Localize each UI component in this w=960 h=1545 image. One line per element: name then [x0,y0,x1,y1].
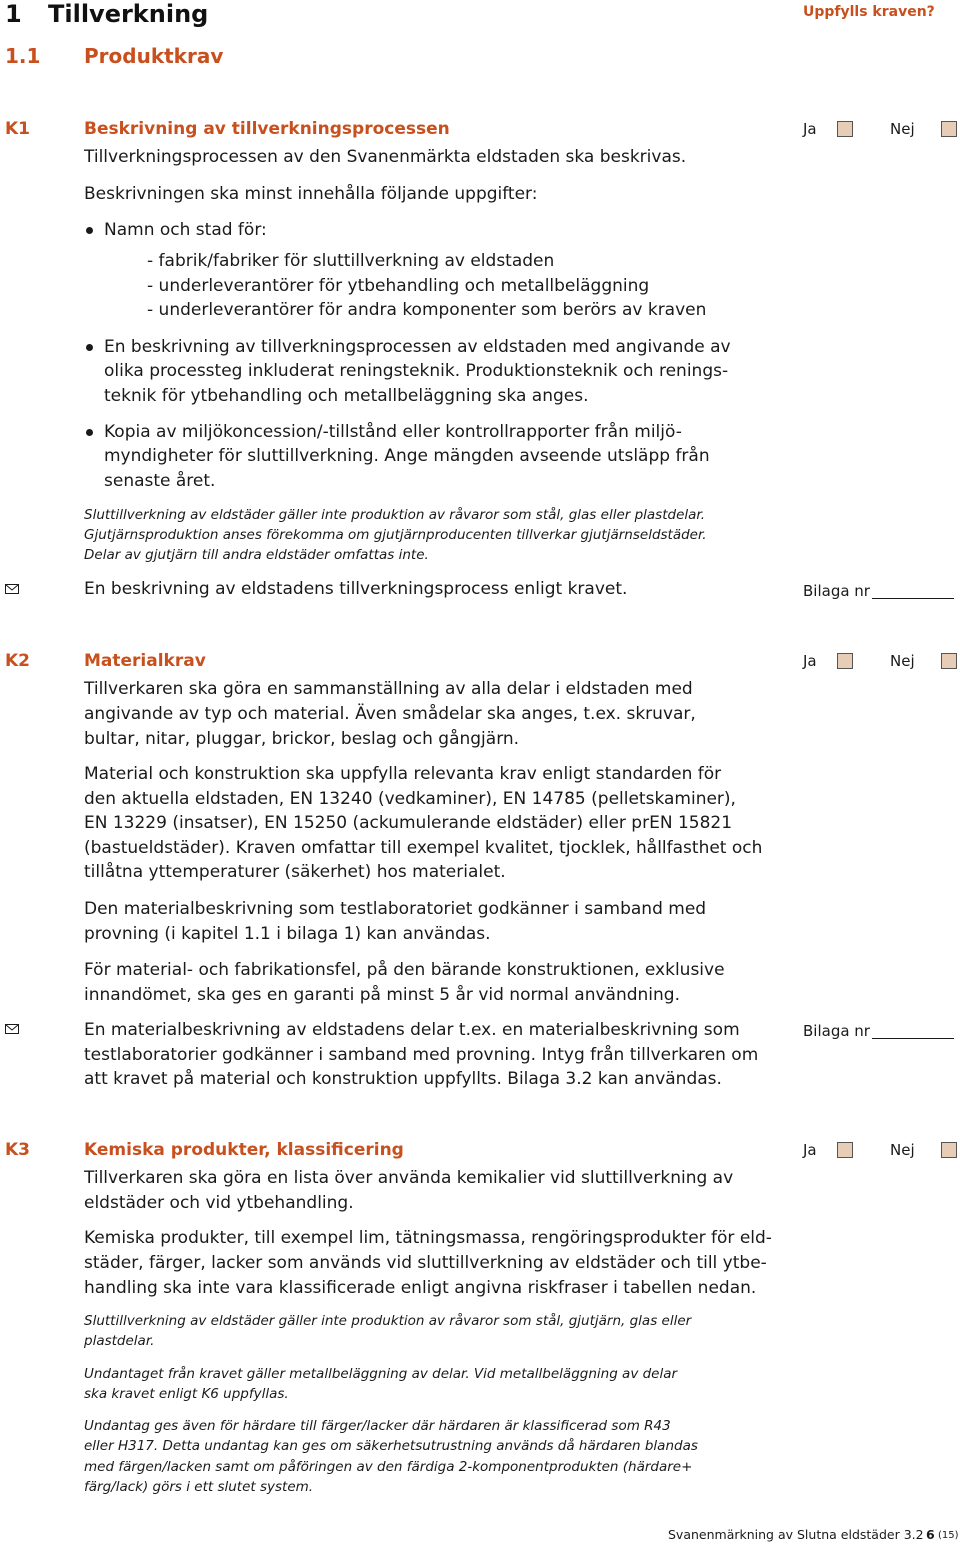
k1-line1: Tillverkningsprocessen av den Svanenmärkta eldstaden ska beskrivas. [84,147,687,167]
k3-yes-label: Ja [803,1141,817,1159]
k3-p1-line2: eldstäder och vid ytbehandling. [84,1193,354,1213]
k1-note-line1: Sluttillverkning av eldstäder gäller inte produktion av råvaror som stål, glas eller plastdelar. [84,507,706,523]
k2-title: Materialkrav [84,651,206,671]
k1-bullet3-line2: myndigheter för sluttillverkning. Ange mängden avseende utsläpp från [104,446,710,466]
k2-p4-line1: För material- och fabrikationsfel, på den bärande konstruktionen, exklusive [84,960,725,980]
k1-note-line2: Gjutjärnsproduktion anses förekomma om gjutjärnproducenten tillverkar gjutjärnseldstäder. [84,527,707,543]
k3-note2-line1: Undantaget från kravet gäller metallbeläggning av delar. Vid metallbeläggning av delar [84,1366,678,1382]
k2-p1-line3: bultar, nitar, pluggar, brickor, beslag och gångjärn. [84,729,520,749]
k1-sub1: - fabrik/fabriker för sluttillverkning av eldstaden [147,251,555,271]
k2-p2-line1: Material och konstruktion ska uppfylla relevanta krav enligt standarden för [84,764,722,784]
k2-id: K2 [5,651,31,671]
k2-no-label: Nej [890,652,915,670]
k2-no-checkbox[interactable] [941,653,957,669]
envelope-icon [5,1024,19,1034]
k3-p2-line2: städer, färger, lacker som används vid sluttillverkning av eldstäder och till ytbe- [84,1253,767,1273]
k2-p1-line1: Tillverkaren ska göra en sammanställning av alla delar i eldstaden med [84,679,693,699]
k1-title: Beskrivning av tillverkningsprocessen [84,119,450,139]
k2-p2-line5: tillåtna yttemperaturer (säkerhet) hos materialet. [84,862,506,882]
k3-id: K3 [5,1140,31,1160]
k1-sub2: - underleverantörer för ytbehandling och metallbeläggning [147,276,650,296]
k1-bullet2-line1: En beskrivning av tillverkningsprocessen av eldstaden med angivande av [104,337,731,357]
k3-no-checkbox[interactable] [941,1142,957,1158]
k1-note-line3: Delar av gjutjärn till andra eldstäder omfattas inte. [84,547,429,563]
section-title: Produktkrav [84,44,224,68]
k1-sub3: - underleverantörer för andra komponenter som berörs av kraven [147,300,707,320]
k2-p1-line2: angivande av typ och material. Även smådelar ska anges, t.ex. skruvar, [84,704,696,724]
page-number: 6 [926,1527,935,1542]
k3-p2-line1: Kemiska produkter, till exempel lim, tätningsmassa, rengöringsprodukter för eld- [84,1228,772,1248]
k2-p2-line2: den aktuella eldstaden, EN 13240 (vedkaminer), EN 14785 (pelletskaminer), [84,789,736,809]
k2-yes-label: Ja [803,652,817,670]
k1-documentation: En beskrivning av eldstadens tillverkningsprocess enligt kravet. [84,579,628,599]
k2-p2-line3: EN 13229 (insatser), EN 15250 (ackumulerande eldstäder) eller prEN 15821 [84,813,733,833]
bullet-icon [86,344,93,351]
k3-title: Kemiska produkter, klassificering [84,1140,404,1160]
k1-bullet3-line3: senaste året. [104,471,216,491]
footer-title: Svanenmärkning av Slutna eldstäder 3.2 [668,1527,924,1542]
k1-bullet1: Namn och stad för: [104,220,267,240]
k2-doc-line1: En materialbeskrivning av eldstadens delar t.ex. en materialbeskrivning som [84,1020,740,1040]
k2-p4-line2: innandömet, ska ges en garanti på minst 5 år vid normal användning. [84,985,680,1005]
k3-note3-line2: eller H317. Detta undantag kan ges om säkerhetsutrustning används då härdaren blandas [84,1438,698,1454]
k3-p1-line1: Tillverkaren ska göra en lista över använda kemikalier vid sluttillverkning av [84,1168,734,1188]
k2-doc-line3: att kravet på material och konstruktion uppfyllts. Bilaga 3.2 kan användas. [84,1069,722,1089]
k3-no-label: Nej [890,1141,915,1159]
k1-id: K1 [5,119,31,139]
k1-appendix-label: Bilaga nr [803,582,870,600]
k1-appendix-field[interactable] [872,598,954,599]
k1-bullet2-line2: olika processteg inkluderat reningsteknik. Produktionsteknik och renings- [104,361,729,381]
k2-yes-checkbox[interactable] [837,653,853,669]
bullet-icon [86,429,93,436]
chapter-title: Tillverkning [48,0,209,28]
k3-note3-line4: färg/lack) görs i ett slutet system. [84,1479,314,1495]
k3-note2-line2: ska kravet enligt K6 uppfyllas. [84,1386,289,1402]
bullet-icon [86,227,93,234]
k1-no-checkbox[interactable] [941,121,957,137]
k2-appendix-field[interactable] [872,1038,954,1039]
k2-p3-line1: Den materialbeskrivning som testlaboratoriet godkänner i samband med [84,899,707,919]
k3-note1-line1: Sluttillverkning av eldstäder gäller inte produktion av råvaror som stål, gjutjärn, glas eller [84,1313,692,1329]
k2-appendix-label: Bilaga nr [803,1022,870,1040]
k1-bullet3-line1: Kopia av miljökoncession/-tillstånd eller kontrollrapporter från miljö- [104,422,682,442]
page-total: (15) [938,1530,959,1541]
chapter-number: 1 [5,0,22,28]
k1-no-label: Nej [890,120,915,138]
k1-yes-label: Ja [803,120,817,138]
k3-yes-checkbox[interactable] [837,1142,853,1158]
compliance-header: Uppfylls kraven? [803,4,935,20]
k3-note3-line1: Undantag ges även för härdare till färger/lacker där härdaren är klassificerad som R43 [84,1418,671,1434]
k3-p2-line3: handling ska inte vara klassificerade enligt angivna riskfraser i tabellen nedan. [84,1278,757,1298]
k3-note3-line3: med färgen/lacken samt om påföringen av den färdiga 2-komponentprodukten (härdare+ [84,1459,693,1475]
k1-bullet2-line3: teknik för ytbehandling och metallbeläggning ska anges. [104,386,589,406]
section-number: 1.1 [5,44,41,68]
k2-p2-line4: (bastueldstäder). Kraven omfattar till exempel kvalitet, tjocklek, hållfasthet och [84,838,763,858]
k3-note1-line2: plastdelar. [84,1333,155,1349]
envelope-icon [5,584,19,594]
k2-p3-line2: provning (i kapitel 1.1 i bilaga 1) kan användas. [84,924,491,944]
k2-doc-line2: testlaboratorier godkänner i samband med provning. Intyg från tillverkaren om [84,1045,759,1065]
k1-yes-checkbox[interactable] [837,121,853,137]
k1-line2: Beskrivningen ska minst innehålla följande uppgifter: [84,184,538,204]
